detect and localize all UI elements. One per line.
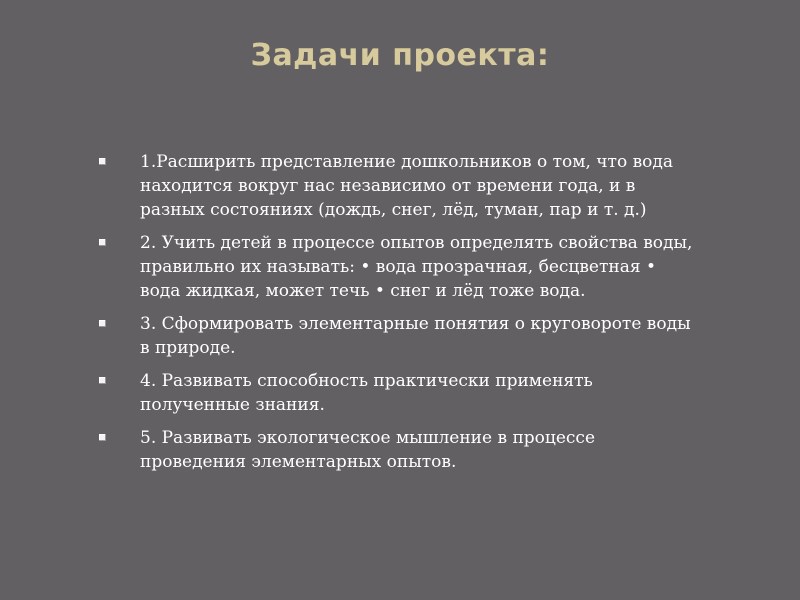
- square-bullet-icon: [99, 320, 106, 327]
- square-bullet-icon: [99, 158, 106, 165]
- list-item-text: 5. Развивать экологическое мышление в процессе проведения элементарных опытов.: [140, 428, 595, 472]
- list-item-text: 3. Сформировать элементарные понятия о круговороте воды в природе.: [140, 314, 691, 358]
- slide-title: Задачи проекта:: [250, 38, 550, 73]
- list-item: [98, 150, 698, 222]
- list-item: [98, 231, 698, 303]
- list-item: [98, 426, 698, 474]
- square-bullet-icon: [99, 434, 106, 441]
- square-bullet-icon: [99, 239, 106, 246]
- square-bullet-icon: [99, 377, 106, 384]
- list-item-text: 1.Расширить представление дошкольников о том, что вода находится вокруг нас независимо от времени года, и в разных состояниях (дождь, снег, лёд, туман, пар и т. д.): [140, 152, 674, 220]
- task-list: [98, 150, 698, 483]
- list-item: [98, 312, 698, 360]
- list-item-text: 2. Учить детей в процессе опытов определять свойства воды, правильно их называть: • вода прозрачная, бесцветная • вода жидкая, может течь • снег и лёд тоже вода.: [140, 233, 693, 301]
- list-item: [98, 369, 698, 417]
- list-item-text: 4. Развивать способность практически применять полученные знания.: [140, 371, 593, 415]
